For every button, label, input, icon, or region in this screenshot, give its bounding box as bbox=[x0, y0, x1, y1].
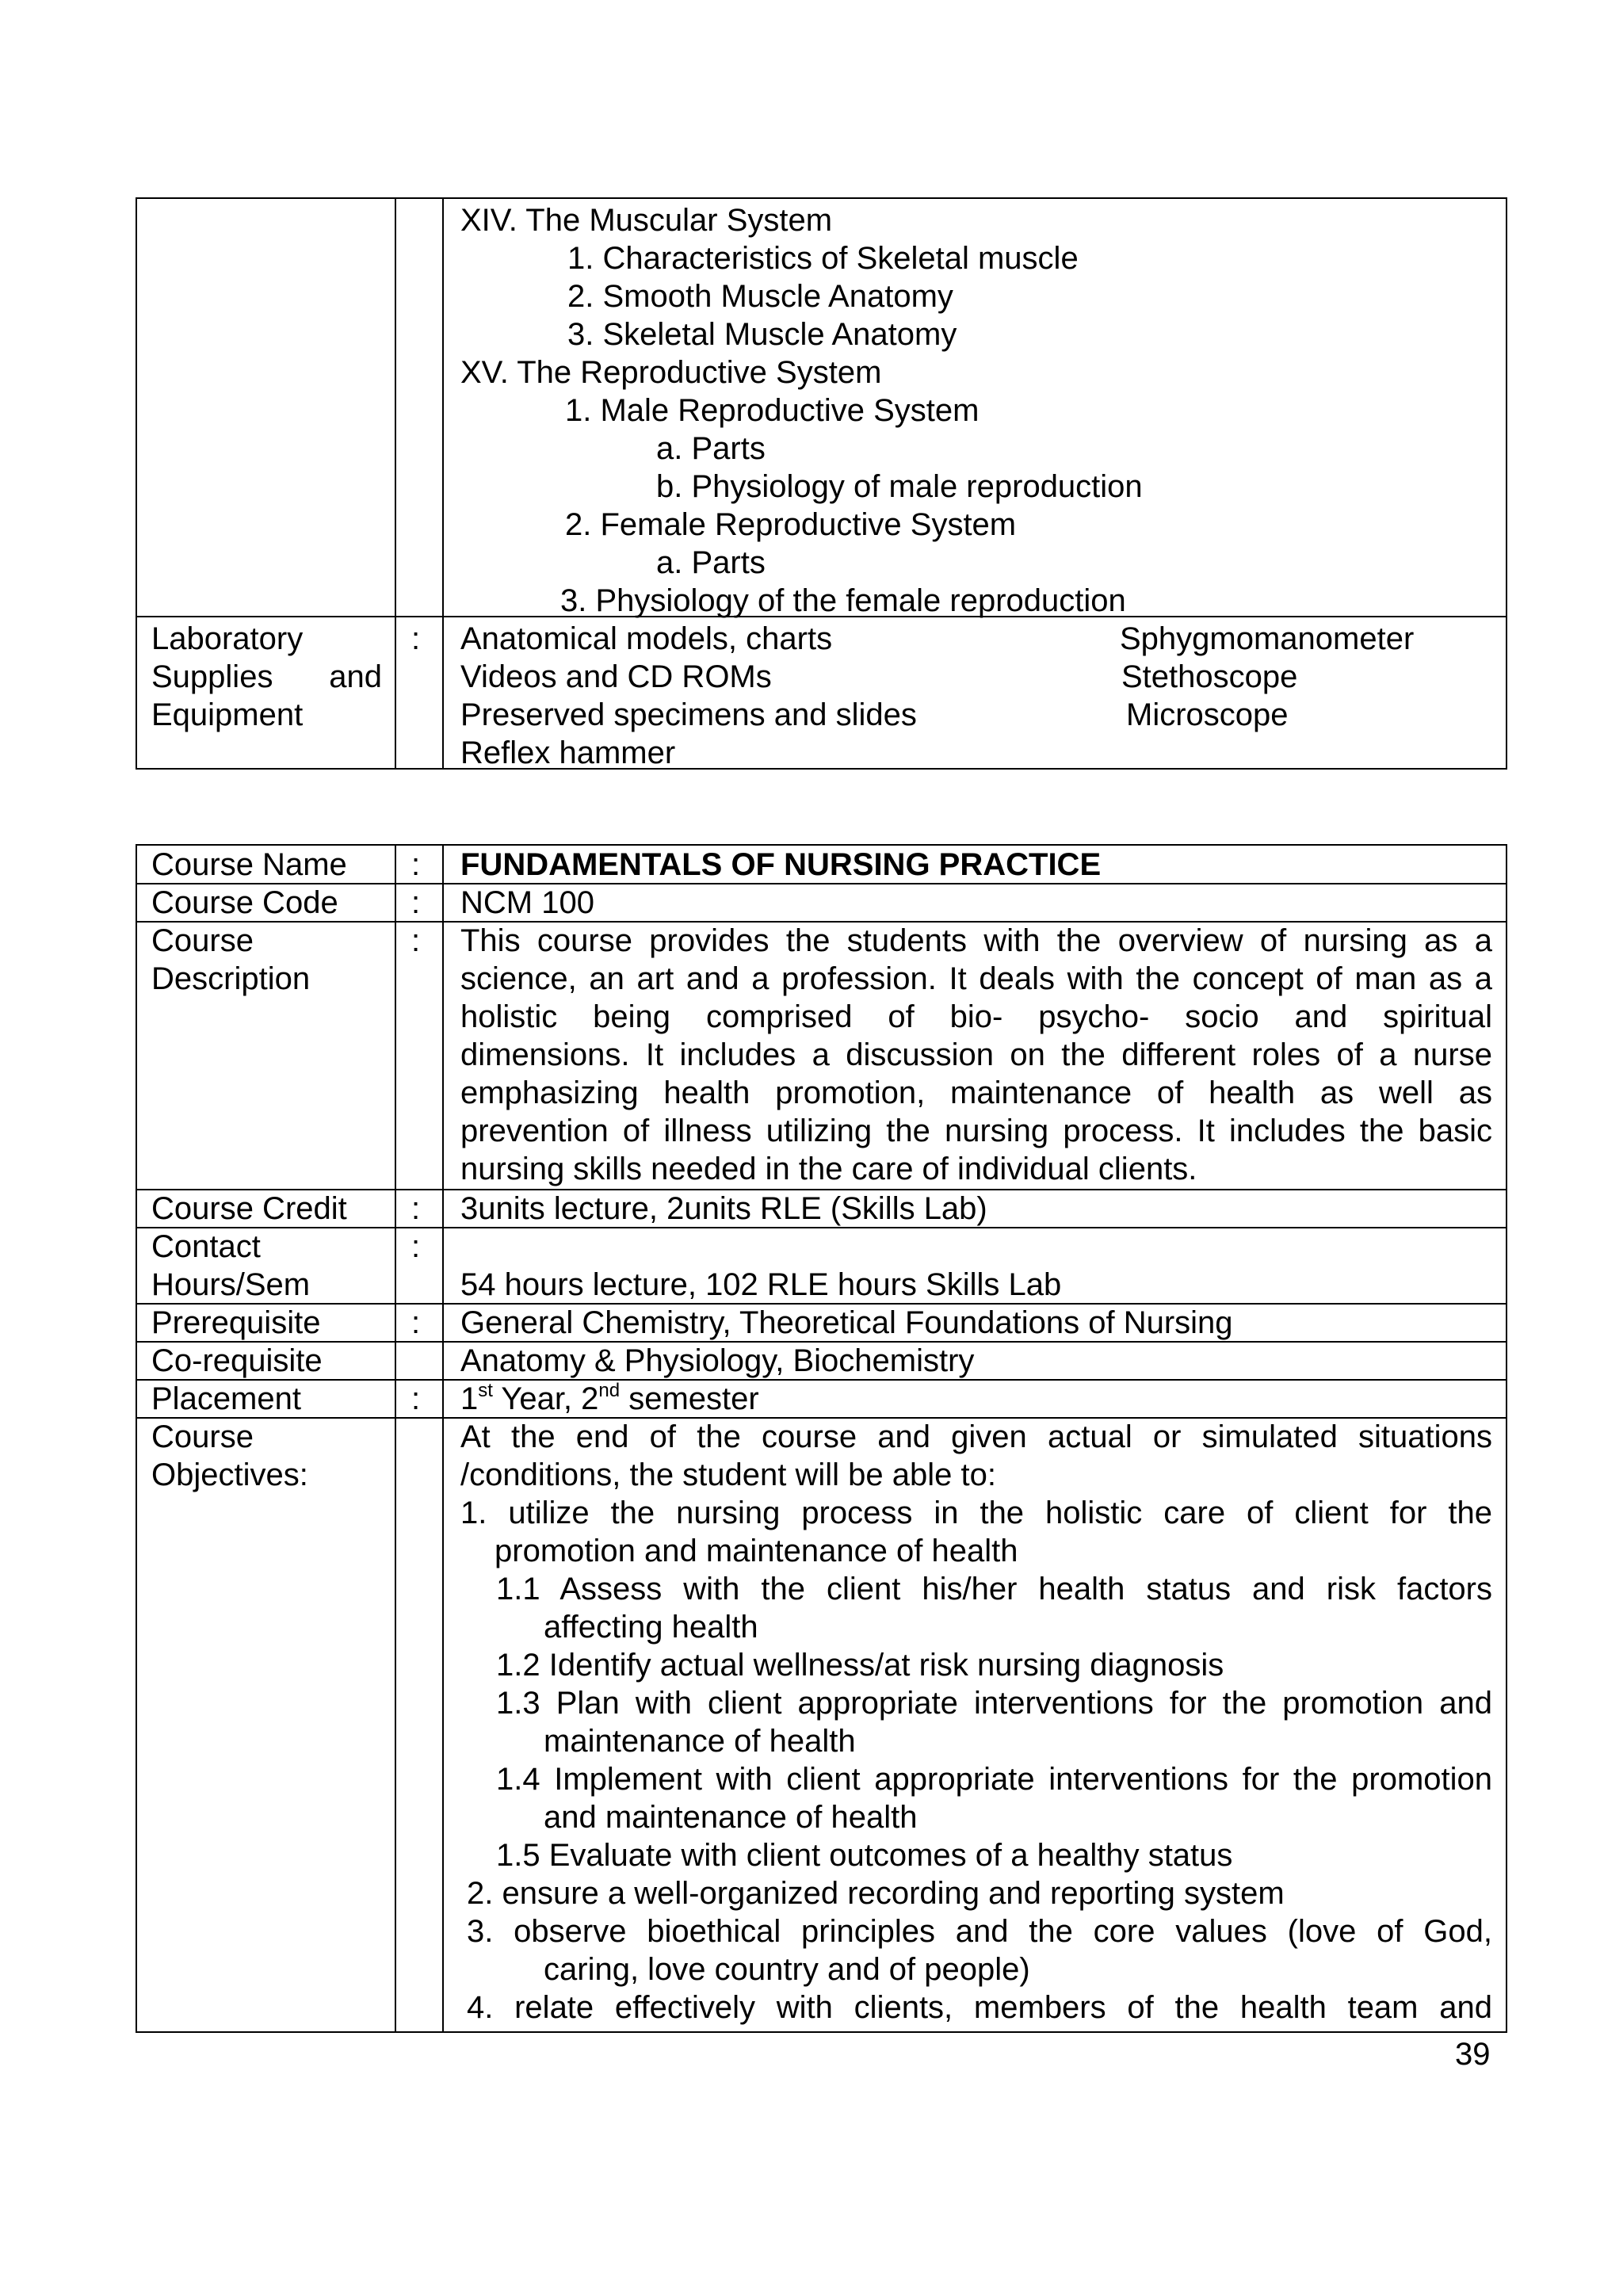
outline-line: b. Physiology of male reproduction bbox=[656, 469, 1143, 504]
contact-label: Contact bbox=[151, 1229, 261, 1264]
lab-item: Reflex hammer bbox=[460, 735, 676, 770]
description-line: nursing skills needed in the care of individual clients. bbox=[460, 1152, 1197, 1186]
objectives-label: Course bbox=[151, 1419, 254, 1454]
colon: : bbox=[411, 1381, 421, 1416]
outline-line: XV. The Reproductive System bbox=[460, 355, 882, 390]
prerequisite-label: Prerequisite bbox=[151, 1305, 321, 1340]
outline-line: 3. Skeletal Muscle Anatomy bbox=[567, 317, 957, 352]
lab-item: Anatomical models, charts bbox=[460, 621, 833, 656]
objectives-label: Objectives: bbox=[151, 1457, 308, 1492]
description-line: emphasizing health promotion, maintenance of health as well as bbox=[460, 1075, 1492, 1110]
outline-line: 1. Male Reproductive System bbox=[565, 393, 980, 428]
contact-value: 54 hours lecture, 102 RLE hours Skills Lab bbox=[460, 1267, 1062, 1302]
course-name-value: FUNDAMENTALS OF NURSING PRACTICE bbox=[460, 847, 1102, 882]
objective-line: 3. observe bioethical principles and the core values (love of God, bbox=[467, 1914, 1492, 1949]
lab-item: Preserved specimens and slides bbox=[460, 697, 917, 732]
outline-line: 1. Characteristics of Skeletal muscle bbox=[567, 241, 1079, 276]
lab-label: Equipment bbox=[151, 697, 304, 732]
objective-line: promotion and maintenance of health bbox=[495, 1534, 1018, 1568]
objective-line: 2. ensure a well-organized recording and reporting system bbox=[467, 1876, 1285, 1911]
description-label: Description bbox=[151, 961, 311, 996]
corequisite-value: Anatomy & Physiology, Biochemistry bbox=[460, 1343, 975, 1378]
colon: : bbox=[411, 1229, 421, 1264]
outline-line: 2. Female Reproductive System bbox=[565, 507, 1017, 542]
syllabus-table-fundamentals bbox=[136, 844, 1507, 2033]
colon: : bbox=[411, 1191, 421, 1226]
lab-label: Supplies and bbox=[151, 659, 382, 694]
objective-line: 1.4 Implement with client appropriate interventions for the promotion bbox=[496, 1762, 1492, 1797]
prerequisite-value: General Chemistry, Theoretical Foundations of Nursing bbox=[460, 1305, 1233, 1340]
credit-label: Course Credit bbox=[151, 1191, 347, 1226]
course-code-value: NCM 100 bbox=[460, 885, 594, 920]
lab-label: Laboratory bbox=[151, 621, 304, 656]
column-divider bbox=[395, 846, 396, 2031]
description-line: This course provides the students with the overview of nursing as a bbox=[460, 923, 1492, 958]
syllabus-table-anatomy bbox=[136, 197, 1507, 770]
objective-line: 1. utilize the nursing process in the holistic care of client for the bbox=[460, 1496, 1492, 1530]
placement-label: Placement bbox=[151, 1381, 301, 1416]
page-number: 39 bbox=[1455, 2037, 1491, 2072]
objective-line: 4. relate effectively with clients, members of the health team and bbox=[467, 1990, 1492, 2025]
description-label: Course bbox=[151, 923, 254, 958]
colon: : bbox=[411, 1305, 421, 1340]
objective-line: maintenance of health bbox=[544, 1724, 856, 1759]
course-code-label: Course Code bbox=[151, 885, 338, 920]
objective-line: 1.1 Assess with the client his/her health status and risk factors bbox=[496, 1572, 1492, 1606]
objective-line: and maintenance of health bbox=[544, 1800, 918, 1835]
description-line: science, an art and a profession. It deals with the concept of man as a bbox=[460, 961, 1492, 996]
objective-line: 1.2 Identify actual wellness/at risk nursing diagnosis bbox=[496, 1648, 1224, 1683]
colon: : bbox=[411, 923, 421, 958]
outline-line: 3. Physiology of the female reproduction bbox=[560, 583, 1126, 618]
column-divider bbox=[442, 846, 444, 2031]
outline-line: 2. Smooth Muscle Anatomy bbox=[567, 279, 953, 314]
description-line: prevention of illness utilizing the nursing process. It includes the basic bbox=[460, 1114, 1492, 1148]
course-name-label: Course Name bbox=[151, 847, 347, 882]
lab-item: Stethoscope bbox=[1121, 659, 1298, 694]
lab-item: Videos and CD ROMs bbox=[460, 659, 772, 694]
column-divider bbox=[442, 199, 444, 768]
objective-line: affecting health bbox=[544, 1610, 758, 1645]
description-line: holistic being comprised of bio- psycho- socio and spiritual bbox=[460, 999, 1492, 1034]
column-divider bbox=[395, 199, 396, 768]
objective-line: At the end of the course and given actual or simulated situations bbox=[460, 1419, 1492, 1454]
outline-line: a. Parts bbox=[656, 431, 766, 466]
description-line: dimensions. It includes a discussion on the different roles of a nurse bbox=[460, 1037, 1492, 1072]
credit-value: 3units lecture, 2units RLE (Skills Lab) bbox=[460, 1191, 987, 1226]
objective-line: 1.5 Evaluate with client outcomes of a healthy status bbox=[496, 1838, 1233, 1873]
lab-colon: : bbox=[411, 621, 421, 656]
objective-line: 1.3 Plan with client appropriate interventions for the promotion and bbox=[496, 1686, 1492, 1721]
corequisite-label: Co-requisite bbox=[151, 1343, 323, 1378]
objective-line: caring, love country and of people) bbox=[544, 1952, 1030, 1987]
contact-label: Hours/Sem bbox=[151, 1267, 311, 1302]
placement-value: 1st Year, 2nd semester bbox=[460, 1380, 759, 1416]
colon: : bbox=[411, 847, 421, 882]
colon: : bbox=[411, 885, 421, 920]
outline-line: XIV. The Muscular System bbox=[460, 203, 833, 238]
outline-line: a. Parts bbox=[656, 545, 766, 580]
lab-item: Microscope bbox=[1126, 697, 1289, 732]
objective-line: /conditions, the student will be able to: bbox=[460, 1457, 996, 1492]
lab-item: Sphygmomanometer bbox=[1120, 621, 1415, 656]
